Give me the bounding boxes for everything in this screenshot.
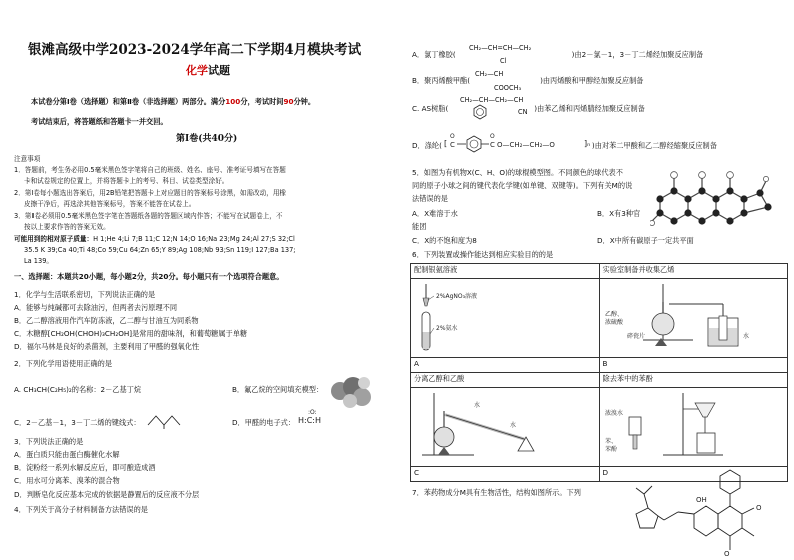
svg-text:2%氨水: 2%氨水 [436, 325, 458, 332]
notes-heading: 注意事项 [14, 155, 41, 163]
svg-text:乙醇、: 乙醇、 [604, 311, 623, 318]
svg-text:浓溴水: 浓溴水 [604, 410, 623, 417]
q5-option-a: A．X难溶于水 [412, 209, 458, 218]
q1-option-a: A．能够与纯碱都可去除油污，但两者去污原理不同 [14, 303, 178, 312]
section1-title: 第Ⅰ卷(共40分) [176, 134, 238, 144]
q4-option-b: B．聚丙烯酸甲酯( )由丙烯酸和甲醇经加聚反应制备 [412, 76, 644, 85]
ethylene-apparatus-image [603, 280, 783, 354]
q3-option-d: D．判断皂化反应基本完成的依据是静置后的反应液不分层 [14, 490, 200, 499]
filtration-apparatus-image [603, 389, 783, 463]
cell-a-letter: A [411, 358, 600, 373]
silver-ammonia-apparatus-image [414, 280, 594, 354]
q4-option-a: A．氯丁橡胶( )由2－氯－1，3－丁二烯经加聚反应制备 [412, 50, 704, 59]
cell-a-title: 配制银氨溶液 [411, 264, 600, 279]
subject-colored: 化学 [186, 64, 208, 77]
skeletal-formula-image [146, 410, 184, 430]
q5-stem-line2: 同的原子小球之间的键代表化学键(如单键、双键等)。下列有关M的说 [412, 181, 633, 190]
svg-text:O: O [724, 550, 730, 558]
q1-option-d: D．福尔马林是良好的杀菌剂，主要利用了甲醛的强氧化性 [14, 342, 200, 351]
svg-text:OH: OH [696, 496, 707, 504]
cell-d-image [599, 388, 788, 467]
q4a-formula: CH₂—CH=CH—CH₂ [469, 44, 532, 52]
atomic-masses-line2: 35.5 K 39;Ca 40;Ti 48;Co 59;Cu 64;Zn 65;Y 89;Ag 108;Nb 93;Sn 119;I 127;Ba 137; [24, 246, 296, 254]
q4a-formula-sub: Cl [500, 57, 507, 65]
right-column [400, 0, 794, 560]
q2-option-b: B．氟乙烷的空间填充模型： [232, 385, 324, 394]
q5-option-b: B．X有3种官 [597, 209, 641, 218]
subject-rest: 试题 [208, 64, 230, 77]
cell-a-image [411, 279, 600, 358]
subject-title [186, 66, 230, 76]
svg-text:O: O [756, 504, 762, 512]
svg-text:O: O [450, 133, 455, 140]
atomic-masses-line1: 可能用到的相对原子质量：H 1;He 4;Li 7;B 11;C 12;N 14;O 16;Na 23;Mg 24;Al 27;S 32;Cl [14, 235, 295, 243]
svg-text:O—CH₂—CH₂—O: O—CH₂—CH₂—O [497, 141, 555, 149]
q2-stem: 2．下列化学用语使用正确的是 [14, 359, 113, 368]
svg-text:2%AgNO₃溶液: 2%AgNO₃溶液 [436, 293, 478, 300]
part1-heading: 一、选择题：本题共20小题，每小题2分，共20分。每小题只有一个选项符合题意。 [14, 272, 284, 281]
q5-option-d: D．X中所有碳原子一定共平面 [597, 236, 694, 245]
cell-d-title: 除去苯中的苯酚 [599, 373, 788, 388]
note-line: 皮擦干净后，再选涂其他答案标号，答案不能答在试卷上。 [24, 200, 196, 208]
distillation-apparatus-image [414, 389, 594, 463]
svg-text::O:: :O: [308, 409, 317, 416]
q1-option-b: B．乙二醇溶液用作汽车防冻液，乙二醇与甘油互为同系物 [14, 316, 199, 325]
ball-and-stick-model-image [650, 163, 780, 231]
q4c-formula-sub: CN [518, 108, 528, 116]
q6-apparatus-table [410, 263, 788, 482]
intro-line1: 本试卷分第Ⅰ卷（选择题）和第Ⅱ卷（非选择题）两部分。满分100分，考试时间90分钟。 [31, 97, 316, 106]
q1-stem: 1．化学与生活联系密切，下列说法正确的是 [14, 290, 156, 299]
cell-c-letter: C [411, 467, 600, 482]
exam-title: 银滩高级中学2023-2024学年高二下学期4月模块考试 [28, 42, 362, 58]
q5-stem-line1: 5．如图为有机物X(C、H、O)的球棍模型图。不同颜色的球代表不 [412, 168, 623, 177]
note-line: 2．第Ⅰ卷每小题选出答案后，用2B铅笔把答题卡上对应题目的答案标号涂黑，如需改动，用橡 [14, 189, 287, 197]
q4-option-c: C. AS树脂( )由苯乙烯和丙烯腈经加聚反应制备 [412, 104, 645, 113]
svg-text:C: C [490, 141, 495, 149]
q4b-formula-sub: COOCH₃ [494, 84, 522, 92]
svg-text:水: 水 [474, 402, 481, 409]
compound-m-structure-image [612, 466, 790, 558]
q7-stem: 7．苯药物成分M具有生物活性，结构如图所示。下列 [412, 488, 581, 497]
svg-text:水: 水 [742, 333, 749, 340]
cell-c-title: 分离乙醇和乙酸 [411, 373, 600, 388]
q4b-formula: CH₂—CH [475, 70, 504, 78]
cell-b-title: 实验室制备并收集乙烯 [599, 264, 788, 279]
svg-text:C: C [450, 141, 455, 149]
q2-option-a: A. CH₃CH(C₂H₅)₂的名称：2－乙基丁烷 [14, 385, 142, 394]
svg-text:苯、: 苯、 [604, 438, 617, 445]
cell-b-letter: B [599, 358, 788, 373]
q3-option-b: B．淀粉经一系列水解反应后，即可酿造成酒 [14, 463, 156, 472]
fluoroethane-model-image [326, 371, 374, 411]
svg-text:]ₙ: ]ₙ [584, 139, 591, 148]
q3-option-c: C．用水可分离苯、溴苯的混合物 [14, 476, 120, 485]
q4-stem: 4．下列关于高分子材料制备方法错误的是 [14, 505, 148, 514]
svg-text:[: [ [444, 139, 448, 148]
q3-stem: 3．下列说法正确的是 [14, 437, 84, 446]
polyester-structure-image [444, 131, 599, 157]
svg-text:苯酚: 苯酚 [604, 446, 617, 453]
q4c-formula: CH₂—CH—CH₂—CH [460, 96, 524, 104]
intro-line2: 考试结束后，将答题纸和答题卡一并交回。 [31, 117, 168, 126]
svg-text:H:C:H: H:C:H [298, 416, 322, 425]
electron-formula-image [296, 407, 330, 431]
q6-stem: 6．下列装置或操作能达到相应实验目的的是 [412, 250, 554, 259]
benzene-ring-image [472, 104, 488, 120]
note-line: 3．第Ⅱ卷必须用0.5毫米黑色签字笔在答题纸各题的答题区域内作答；不能写在试题卷上，不 [14, 212, 283, 220]
svg-text:水: 水 [510, 422, 517, 429]
note-line: 卡和试卷规定的位置上，并将答题卡上的考号、科目、试卷类型涂好。 [24, 177, 229, 185]
q5-option-c: C．X的不饱和度为8 [412, 236, 477, 245]
note-line: 1．答题前，考生务必用0.5毫米黑色签字笔将自己的班级、姓名、座号、准考证号填写在答题 [14, 166, 286, 174]
q2-option-c: C．2－乙基－1，3－丁二烯的键线式： [14, 418, 141, 427]
q3-option-a: A．蛋白质只能由蛋白酶催化水解 [14, 450, 120, 459]
svg-text:碎瓷片: 碎瓷片 [626, 333, 645, 340]
q5-option-a-cont: 能团 [412, 222, 427, 231]
svg-text:O: O [490, 133, 495, 140]
svg-text:浓硫酸: 浓硫酸 [604, 319, 623, 326]
cell-c-image [411, 388, 600, 467]
cell-d-letter: D [599, 467, 788, 482]
q4-option-d: D．涤纶( )由对苯二甲酸和乙二醇经缩聚反应制备 [412, 141, 717, 150]
atomic-masses-line3: La 139。 [24, 257, 53, 265]
cell-b-image [599, 279, 788, 358]
q1-option-c: C．木糖醇[CH₂OH(CHOH)₃CH₂OH]是常用的甜味剂，和葡萄糖属于单糖 [14, 329, 248, 338]
note-line: 按以上要求作答的答案无效。 [24, 223, 110, 231]
q5-stem-line3: 法错误的是 [412, 194, 448, 203]
q2-option-d: D．甲醛的电子式： [232, 418, 296, 427]
